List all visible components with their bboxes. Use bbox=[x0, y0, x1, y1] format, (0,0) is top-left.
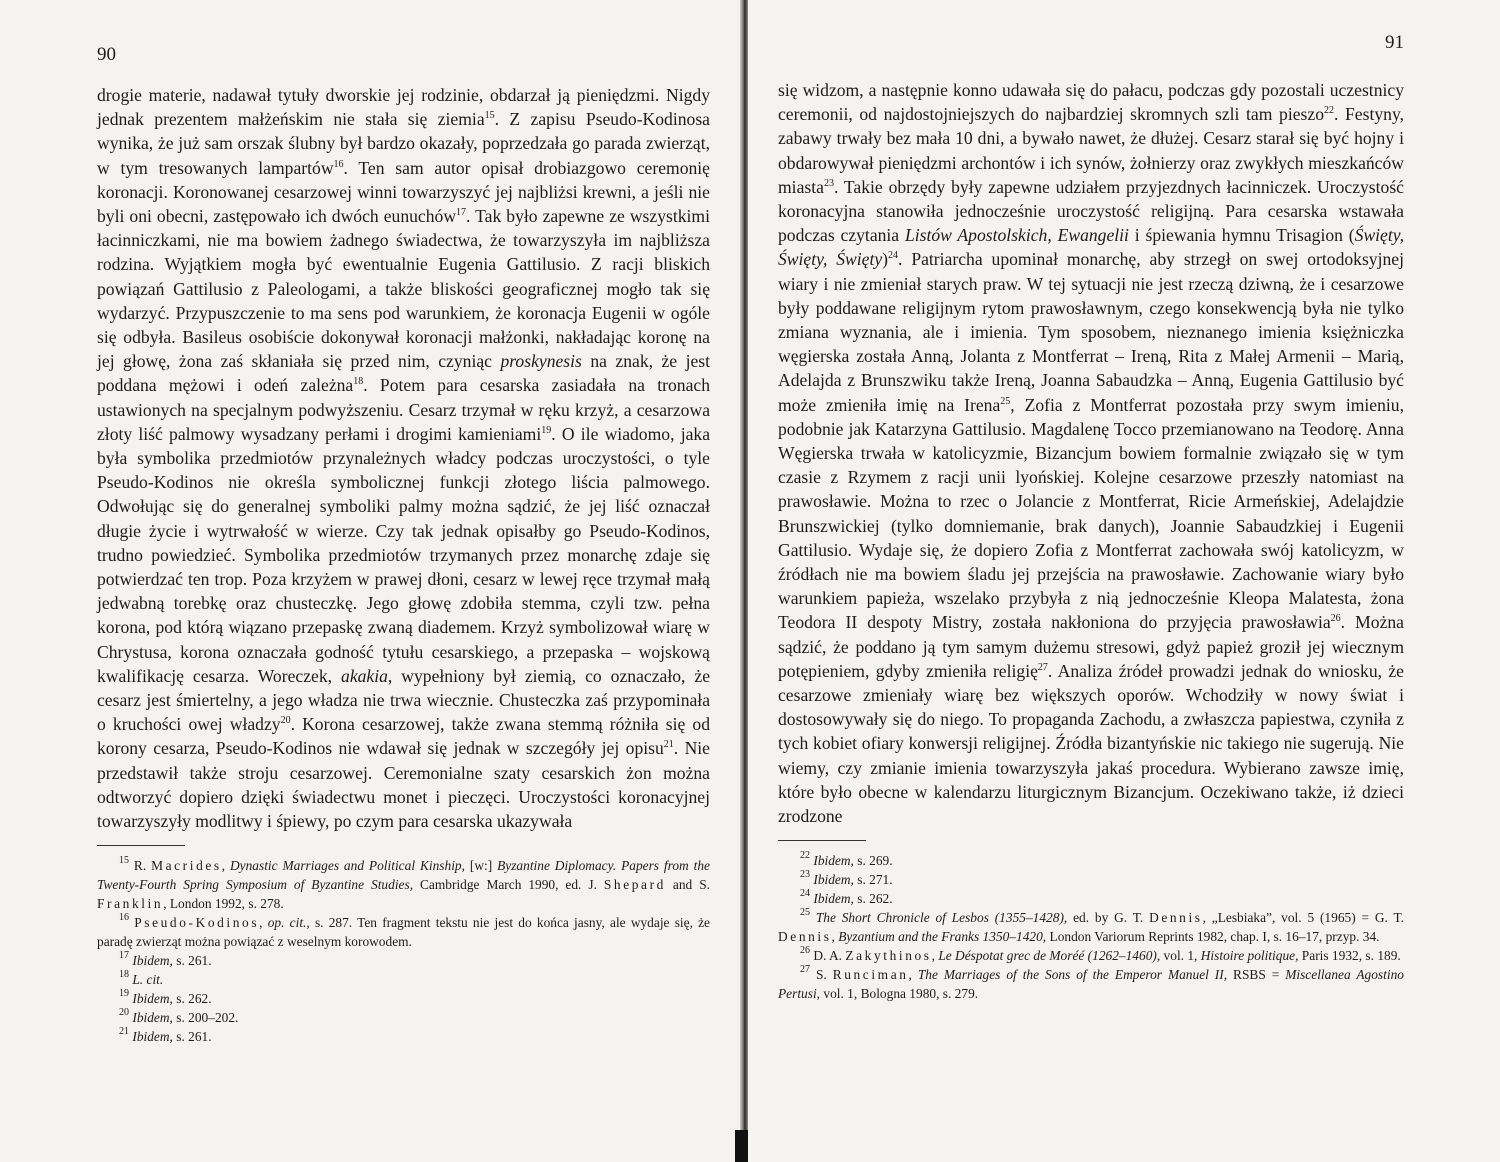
italic-text: Ibidem, bbox=[813, 872, 854, 888]
footnote-separator bbox=[97, 845, 185, 846]
text-run: s. 262. bbox=[172, 991, 212, 1007]
footnote bbox=[778, 946, 1404, 965]
italic-text: Miscellanea Agostino Pertusi, bbox=[778, 967, 1404, 1002]
author-name: Franklin bbox=[97, 896, 164, 912]
text-run: . Potem para cesarska zasiadała na tronach ustawionych na specjalnym podwyższeniu. Cesarz trzymał w ręku krzyż, a cesarzowa złoty liść palmowy wysadzany perłami i drogimi kamieniami bbox=[97, 375, 710, 444]
text-run: s. 261. bbox=[172, 1029, 212, 1045]
footnotes bbox=[97, 856, 710, 1046]
text-run: [w:] bbox=[464, 858, 498, 874]
italic-text: Le Déspotat grec de Moréé (1262–1460), bbox=[938, 948, 1161, 964]
text-run: London Variorum Reprints 1982, chap. I, s. 16–17, przyp. 34. bbox=[1046, 929, 1380, 945]
author-name: Macrides bbox=[151, 858, 222, 874]
footnote-marker: 22 bbox=[800, 850, 810, 862]
text-run: , „Lesbiaka”, vol. 5 (1965) = G. T. bbox=[1202, 910, 1404, 926]
text-run: RSBS = bbox=[1227, 967, 1286, 983]
footnote bbox=[778, 889, 1404, 908]
body-paragraph bbox=[97, 83, 710, 833]
text-run: , wypełniony był ziemią, co oznaczało, że cesarz jest śmiertelny, a jego władza nie trwa wiecznie. Chusteczka zaś przypominała o kruchości owej władzy bbox=[97, 665, 710, 735]
text-run: , bbox=[931, 948, 939, 964]
footnote-marker: 16 bbox=[333, 158, 344, 170]
text-run: Cambridge March 1990, ed. J. bbox=[413, 877, 604, 893]
text-run: . Festyny, zabawy trwały bez mała 10 dni, a bywało nawet, że dłużej. Cesarz starał się być hojny i obdarowywał pieniędzmi archontów i ich synów, żołnierzy oraz zwykłych mieszkańców miasta bbox=[778, 104, 1405, 197]
footnote-marker: 26 bbox=[1330, 613, 1341, 625]
body-paragraph bbox=[778, 78, 1404, 828]
italic-text: Listów Apostolskich, Ewangelii bbox=[904, 225, 1129, 246]
author-name: Runciman bbox=[832, 967, 909, 983]
italic-text: proskynesis bbox=[500, 351, 582, 372]
text-run: ed. by G. T. bbox=[1067, 910, 1150, 926]
italic-text: Ibidem, bbox=[132, 1029, 173, 1045]
italic-text: Święty, Święty, Święty bbox=[778, 225, 1404, 270]
italic-text: Byzantium and the Franks 1350–1420, bbox=[838, 929, 1047, 945]
italic-text: Histoire politique, bbox=[1200, 948, 1299, 964]
footnote-marker: 19 bbox=[541, 424, 552, 436]
text-run: . Korona cesarzowej, także zwana stemmą różniła się od korony cesarza, Pseudo-Kodinos nie wdawał się jednak w szczegóły jej opisu bbox=[97, 714, 710, 759]
italic-text: L. cit. bbox=[132, 972, 164, 988]
footnote-marker: 19 bbox=[119, 988, 129, 1000]
footnote-marker: 15 bbox=[484, 110, 495, 122]
italic-text: The Marriages of the Sons of the Emperor Manuel II, bbox=[917, 967, 1228, 983]
page-number: 91 bbox=[1385, 32, 1404, 53]
footnote bbox=[97, 951, 710, 970]
text-run: ) bbox=[882, 249, 889, 270]
text-run: s. 261. bbox=[172, 953, 212, 969]
author-name: Dennis bbox=[778, 929, 832, 945]
text-run: , bbox=[831, 929, 839, 945]
text-run: R. bbox=[129, 858, 152, 874]
text-run: . Ten sam autor opisał drobiazgowo ceremonię koronacji. Koronowanej cesarzowej winni towarzyszyć jej najbliżsi krewni, a jeśli nie byli oni obecni, zastępowało ich dwóch eunuchów bbox=[97, 157, 710, 227]
footnotes bbox=[778, 851, 1404, 1003]
text-run: . Można sądzić, że poddano ją tym samym dużemu stresowi, gdyż papież groził jej wiecznym potępieniem, gdyby zmieniła religię bbox=[778, 612, 1404, 681]
footnote-marker: 18 bbox=[353, 376, 364, 388]
footnote-marker: 25 bbox=[1000, 395, 1011, 407]
text-run: , London 1992, s. 278. bbox=[163, 896, 284, 912]
text-run: i śpiewania hymnu Trisagion ( bbox=[1128, 225, 1355, 246]
italic-text: The Short Chronicle of Lesbos (1355–1428), bbox=[815, 910, 1068, 926]
italic-text: akakia bbox=[341, 665, 388, 686]
footnote bbox=[97, 1027, 710, 1046]
text-run: vol. 1, Bologna 1980, s. 279. bbox=[820, 986, 979, 1002]
author-name: Pseudo-Kodinos bbox=[134, 915, 260, 931]
footnote-marker: 24 bbox=[888, 250, 899, 262]
footnote-marker: 15 bbox=[119, 855, 129, 867]
author-name: Dennis bbox=[1149, 910, 1203, 926]
text-run: and S. bbox=[665, 877, 710, 893]
footnote bbox=[778, 851, 1404, 870]
text-run: s. 271. bbox=[853, 872, 893, 888]
italic-text: op. cit., bbox=[267, 915, 310, 931]
italic-text: Dynastic Marriages and Political Kinship, bbox=[229, 858, 465, 874]
footnote-marker: 17 bbox=[119, 950, 129, 962]
text-run: , bbox=[259, 915, 268, 931]
footnote bbox=[97, 913, 710, 951]
footnote-marker: 24 bbox=[800, 888, 810, 900]
text-run: . Analiza źródeł prowadzi jednak do wniosku, że cesarzowe zmieniały wiarę bez większych oporów. Wchodziły w nowy świat i dostosowywały się do niego. To propaganda Zachodu, a zwłaszcza papiestwa, czyniła z tych kobiet ofiary konwersji religijnej. Źródła bizantyńskie nic takiego nie sugerują. Nie wiemy, czy zmianie imienia towarzyszyła jakaś procedura. Wybierano zawsze imię, które było obecne w kalendarzu liturgicznym Bizancjum. Oczekiwano także, iż dzieci zrodzone bbox=[778, 660, 1404, 827]
text-run: S. bbox=[810, 967, 833, 983]
footnote-marker: 26 bbox=[800, 945, 810, 957]
footnote-marker: 22 bbox=[1324, 105, 1334, 117]
italic-text: Ibidem, bbox=[132, 953, 173, 969]
text-run: . Z zapisu Pseudo-Kodinosa wynika, że już sam orszak ślubny był bardzo okazały, poprzedzała go parada zwierząt, w tym tresowanych lampartów bbox=[97, 109, 710, 178]
author-name: Zakythinos bbox=[845, 948, 932, 964]
italic-text: Byzantine Diplomacy. Papers from the Twenty-Fourth Spring Symposium of Byzantine Studies, bbox=[97, 858, 710, 893]
book-gutter bbox=[740, 0, 748, 1162]
text-run: . Takie obrzędy były zapewne udziałem przyjezdnych łacinniczek. Uroczystość koronacyjna stanowiła jednocześnie uroczystość religijną. Para cesarska wstawała podczas czytania bbox=[778, 176, 1404, 246]
footnote bbox=[97, 1008, 710, 1027]
right-page bbox=[748, 0, 1500, 1162]
text-run: . Tak było zapewne ze wszystkimi łacinniczkami, nie ma bowiem żadnego świadectwa, że towarzyszyła im najbliższa rodzina. Wyjątkiem mogła być ewentualnie Eugenia Gattilusio. Z racji bliskich powiązań Gattilusio z Paleologami, a także bliskości geograficznej mogło tak się wydarzyć. Przypuszczenie to ma sens pod warunkiem, że koronacja Eugenii w ogóle się odbyła. Basileus osobiście dokonywał koronacji małżonki, nakładając koronę na jej głowę, żona zaś skłaniała się przed nim, czyniąc bbox=[97, 206, 710, 372]
italic-text: Ibidem, bbox=[813, 853, 854, 869]
body-text bbox=[778, 78, 1404, 828]
body-text bbox=[97, 83, 710, 833]
text-run: s. 200–202. bbox=[172, 1010, 239, 1026]
footnote-marker: 20 bbox=[280, 715, 291, 727]
footnote-marker: 18 bbox=[119, 969, 129, 981]
footnote-marker: 27 bbox=[800, 964, 810, 976]
text-run: s. 269. bbox=[853, 853, 893, 869]
text-run: s. 262. bbox=[853, 891, 893, 907]
text-run: s. 287. Ten fragment tekstu nie jest do końca jasny, ale wydaje się, że paradę zwierząt można powiązać z weselnym korowodem. bbox=[97, 915, 711, 950]
footnote-marker: 17 bbox=[456, 207, 467, 219]
italic-text: Ibidem, bbox=[132, 991, 173, 1007]
text-run: , Zofia z Montferrat pozostała przy swym imieniu, podobnie jak Katarzyna Gattilusio. Magdalenę Tocco przemianowano na Teodorę. Anna Węgierska trwała w katolicyzmie, Bizancjum bowiem formalnie związało się w tym czasie z Rzymem z racji unii lyońskiej. Kolejne cesarzowe przeszły natomiast na prawosławie. Można to rzec o Jolancie z Montferrat, Ricie Armeńskiej, Adelajdzie Brunszwickiej (tylko domniemanie, brak danych), Joannie Sabaudzkiej i Eugenii Gattilusio. Wydaje się, że dopiero Zofia z Montferrat zachowała swój katolicyzm, w źródłach nie ma bowiem śladu jej przejścia na prawosławie. Zachowanie wiary było warunkiem papieża, wszelako przybyła z nią jednocześnie Kleopa Malatesta, żona Teodora II despoty Mistry, została nakłoniona do przyjęcia prawosławia bbox=[778, 394, 1404, 633]
italic-text: Ibidem, bbox=[813, 891, 854, 907]
footnote-marker: 21 bbox=[663, 739, 674, 751]
book-spine-shadow bbox=[735, 1130, 749, 1162]
footnote bbox=[778, 908, 1404, 946]
footnote bbox=[778, 870, 1404, 889]
footnote-marker: 25 bbox=[800, 907, 810, 919]
footnote bbox=[97, 856, 710, 913]
footnote bbox=[97, 989, 710, 1008]
text-run: . Nie przedstawił także stroju cesarzowej. Ceremonialne szaty cesarskich żon można odtworzyć dopiero dzięki świadectwu monet i pieczęci. Uroczystości koronacyjnej towarzyszyły modlitwy i śpiewy, po czym para cesarska ukazywała bbox=[97, 738, 710, 832]
footnote-separator bbox=[778, 840, 866, 841]
text-run: vol. 1, bbox=[1160, 948, 1201, 964]
text-run: Paris 1932, s. 189. bbox=[1298, 948, 1401, 964]
footnote-marker: 20 bbox=[119, 1007, 129, 1019]
left-page bbox=[0, 0, 740, 1162]
page-number: 90 bbox=[97, 44, 116, 65]
text-run: , bbox=[221, 858, 230, 874]
footnote-marker: 23 bbox=[823, 177, 834, 189]
text-run: . Patriarcha upominał monarchę, aby strzegł on swej ortodoksyjnej wiary i nie zmieniał starych praw. W tej sytuacji nie jest rzeczą dziwną, że i cesarzowe były poddawane religijnym rytom prawosławnym, czego konsekwencją była nie tylko zmiana wyznania, ale i imienia. Tym sposobem, nieznanego imienia księżniczka węgierska została Anną, Jolanta z Montferrat – Ireną, Rita z Małej Armenii – Marią, Adelajda z Brunszwiku także Ireną, Joanna Sabaudzka – Anną, Eugenia Gattilusio być może zmieniła imię na Irena bbox=[778, 249, 1404, 415]
text-run: na znak, że jest poddana mężowi i odeń zależna bbox=[97, 351, 710, 396]
text-run: D. A. bbox=[810, 948, 846, 964]
text-run: . O ile wiadomo, jaka była symbolika przedmiotów przynależnych władcy podczas uroczystości, o tyle Pseudo-Kodinos nie określa symbolicznej funkcji złotego liścia palmowego. Odwołując się do generalnej symboliki palmy można sądzić, że jej liść oznaczał długie życie i wytrwałość w wierze. Czy tak jednak opisałby go Pseudo-Kodinos, trudno powiedzieć. Symbolika przedmiotów trzymanych przez monarchę zdaje się potwierdzać ten trop. Poza krzyżem w prawej dłoni, cesarz w lewej ręce trzymał małą jedwabną torebkę oraz chusteczkę. Jego głowę zdobiła stemma, czyli tzw. pełna korona, pod którą wiązano przepaskę zwaną diademem. Krzyż symbolizował wiarę w Chrystusa, korona oznaczała godność tytułu cesarskiego, a przepaska – wojskową kwalifikację cesarza. Woreczek, bbox=[97, 423, 711, 686]
text-run: się widzom, a następnie konno udawała się do pałacu, podczas gdy pozostali uczestnicy ceremonii, od najdostojniejszych do najbardziej skromnych szli tam pieszo bbox=[778, 80, 1404, 125]
author-name: Shepard bbox=[603, 877, 666, 893]
footnote-marker: 21 bbox=[119, 1026, 129, 1038]
footnote bbox=[778, 965, 1404, 1003]
italic-text: Ibidem, bbox=[132, 1010, 173, 1026]
text-run: , bbox=[908, 967, 918, 983]
footnote bbox=[97, 970, 710, 989]
text-run: drogie materie, nadawał tytuły dworskie jej rodzinie, obdarzał ją pieniędzmi. Nigdy jednak prezentem małżeńskim nie stała się ziemia bbox=[97, 85, 710, 130]
footnote-marker: 16 bbox=[119, 912, 129, 924]
footnote-marker: 27 bbox=[1037, 661, 1048, 673]
footnote-marker: 23 bbox=[800, 869, 810, 881]
